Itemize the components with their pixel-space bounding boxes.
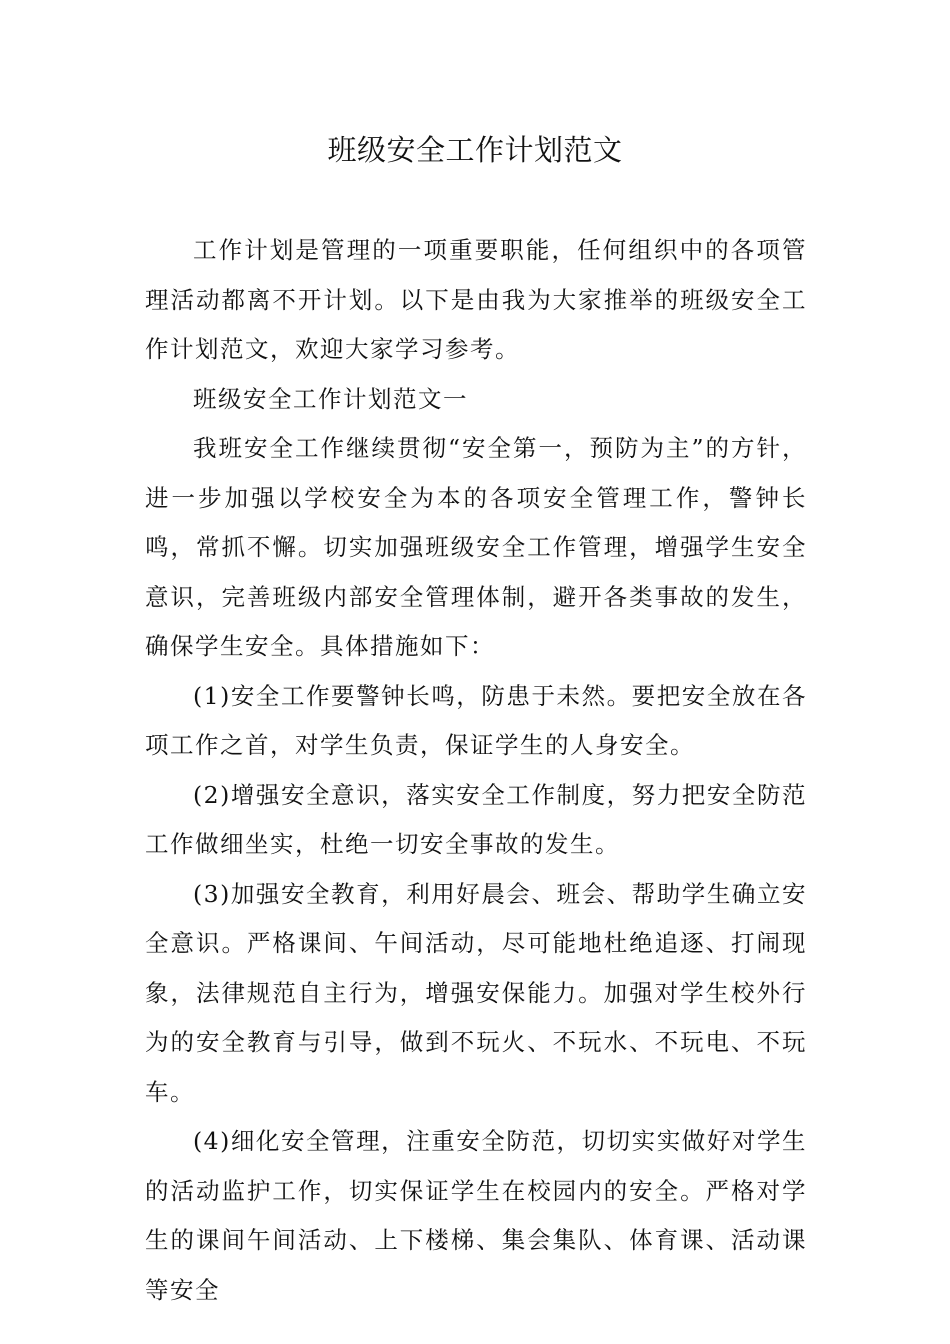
body-paragraph: 我班安全工作继续贯彻“安全第一，预防为主”的方针，进一步加强以学校安全为本的各项安全管理工作，警钟长鸣，常抓不懈。切实加强班级安全工作管理，增强学生安全意识，完善班级内部安全管理体制，避开各类事故的发生，确保学生安全。具体措施如下： xyxy=(145,434,807,660)
document-body xyxy=(145,226,807,1315)
measure-item-1: (1)安全工作要警钟长鸣，防患于未然。要把安全放在各项工作之首，对学生负责，保证学生的人身安全。 xyxy=(145,681,807,759)
measure-item-3: (3)加强安全教育，利用好晨会、班会、帮助学生确立安全意识。严格课间、午间活动，尽可能地杜绝追逐、打闹现象，法律规范自主行为，增强安保能力。加强对学生校外行为的安全教育与引导，做到不玩火、不玩水、不玩电、不玩车。 xyxy=(145,879,807,1106)
measure-item-2: (2)增强安全意识，落实安全工作制度，努力把安全防范工作做细坐实，杜绝一切安全事故的发生。 xyxy=(145,780,807,858)
intro-paragraph: 工作计划是管理的一项重要职能，任何组织中的各项管理活动都离不开计划。以下是由我为大家推举的班级安全工作计划范文，欢迎大家学习参考。 xyxy=(145,236,807,363)
section-heading: 班级安全工作计划范文一 xyxy=(193,384,468,413)
measure-item-4: (4)细化安全管理，注重安全防范，切切实实做好对学生的活动监护工作，切实保证学生在校园内的安全。严格对学生的课间午间活动、上下楼梯、集会集队、体育课、活动课等安全 xyxy=(145,1127,807,1304)
document-title: 班级安全工作计划范文 xyxy=(327,133,623,167)
